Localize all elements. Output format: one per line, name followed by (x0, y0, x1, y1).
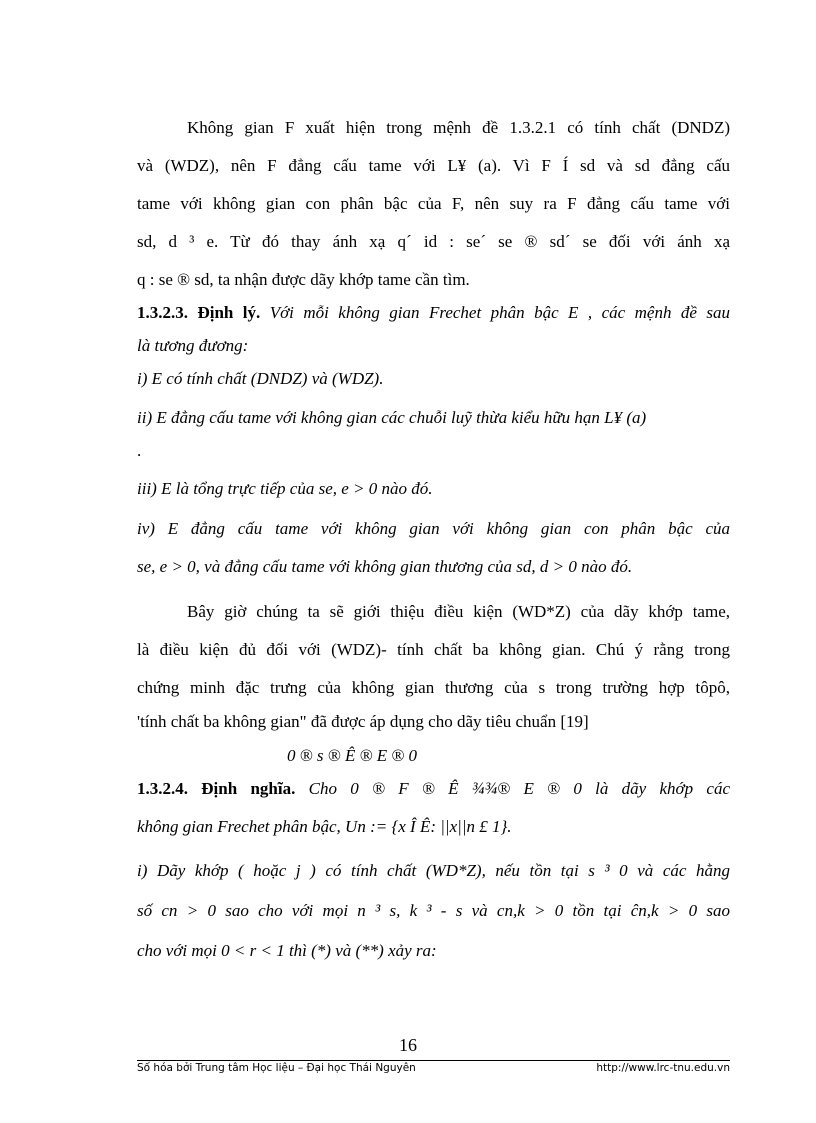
theorem-item-i: i) E có tính chất (DNDZ) và (WDZ). (137, 369, 384, 388)
definition-line-4: số cn > 0 sao cho với mọi n ³ s, k ³ - s và cn,k > 0 tồn tại ĉn,k > 0 sao (137, 901, 730, 920)
page-number: 16 (399, 1035, 417, 1055)
paragraph-1-line-2: và (WDZ), nên F đẳng cấu tame với L¥ (a). Vì F Í sd và sd đẳng cấu (137, 156, 730, 175)
footer-institution-text: Số hóa bởi Trung tâm Học liệu – Đại học Thái Nguyên (137, 1062, 416, 1074)
paragraph-2-line-2: là điều kiện đủ đối với (WDZ)- tính chất ba không gian. Chú ý rằng trong (137, 640, 730, 659)
theorem-heading-line (137, 302, 730, 324)
footer-divider (137, 1060, 730, 1061)
theorem-statement: Với mỗi không gian Frechet phân bậc E , các mệnh đề sau (260, 303, 730, 322)
theorem-item-iv: iv) E đẳng cấu tame với không gian với không gian con phân bậc của (137, 519, 730, 538)
paragraph-1-line-1: Không gian F xuất hiện trong mệnh đề 1.3.2.1 có tính chất (DNDZ) (187, 118, 730, 137)
paragraph-1-line-4: sd, d ³ e. Từ đó thay ánh xạ q´ id : se´ se ® sd´ se đối với ánh xạ (137, 232, 730, 251)
theorem-line-2: là tương đương: (137, 336, 249, 355)
definition-line-5: cho với mọi 0 < r < 1 thì (*) và (**) xảy ra: (137, 941, 437, 960)
definition-statement: Cho 0 ® F ® Ê ¾¾® E ® 0 là dãy khớp các (295, 779, 731, 798)
definition-heading-line (137, 778, 730, 800)
footer-url-link[interactable]: http://www.lrc-tnu.edu.vn (596, 1062, 730, 1074)
paragraph-1-line-5: q : se ® sd, ta nhận được dãy khớp tame cần tìm. (137, 270, 470, 289)
paragraph-2-line-3: chứng minh đặc trưng của không gian thương của s trong trường hợp tôpô, (137, 678, 730, 697)
paragraph-1-line-3: tame với không gian con phân bậc của F, nên suy ra F đẳng cấu tame với (137, 194, 730, 213)
theorem-item-iii: iii) E là tổng trực tiếp của se, e > 0 nào đó. (137, 479, 433, 498)
definition-line-2: không gian Frechet phân bậc, Un := {x Î Ê: ||x||n £ 1}. (137, 817, 512, 836)
definition-number: 1.3.2.4. Định nghĩa. (137, 779, 296, 798)
exact-sequence-equation: 0 ® s ® Ê ® E ® 0 (287, 746, 418, 765)
theorem-item-iv-continuation: se, e > 0, và đẳng cấu tame với không gian thương của sd, d > 0 nào đó. (137, 557, 633, 576)
theorem-number: 1.3.2.3. Định lý. (137, 303, 261, 322)
theorem-item-ii-continuation: . (137, 441, 142, 460)
theorem-item-ii: ii) E đẳng cấu tame với không gian các chuỗi luỹ thừa kiểu hữu hạn L¥ (a) (137, 408, 647, 427)
paragraph-2-line-1: Bây giờ chúng ta sẽ giới thiệu điều kiện (WD*Z) của dãy khớp tame, (187, 602, 730, 621)
definition-line-3: i) Dãy khớp ( hoặc j ) có tính chất (WD*Z), nếu tồn tại s ³ 0 và các hằng (137, 861, 730, 880)
paragraph-2-line-4: 'tính chất ba không gian" đã được áp dụng cho dãy tiêu chuẩn [19] (137, 712, 589, 731)
